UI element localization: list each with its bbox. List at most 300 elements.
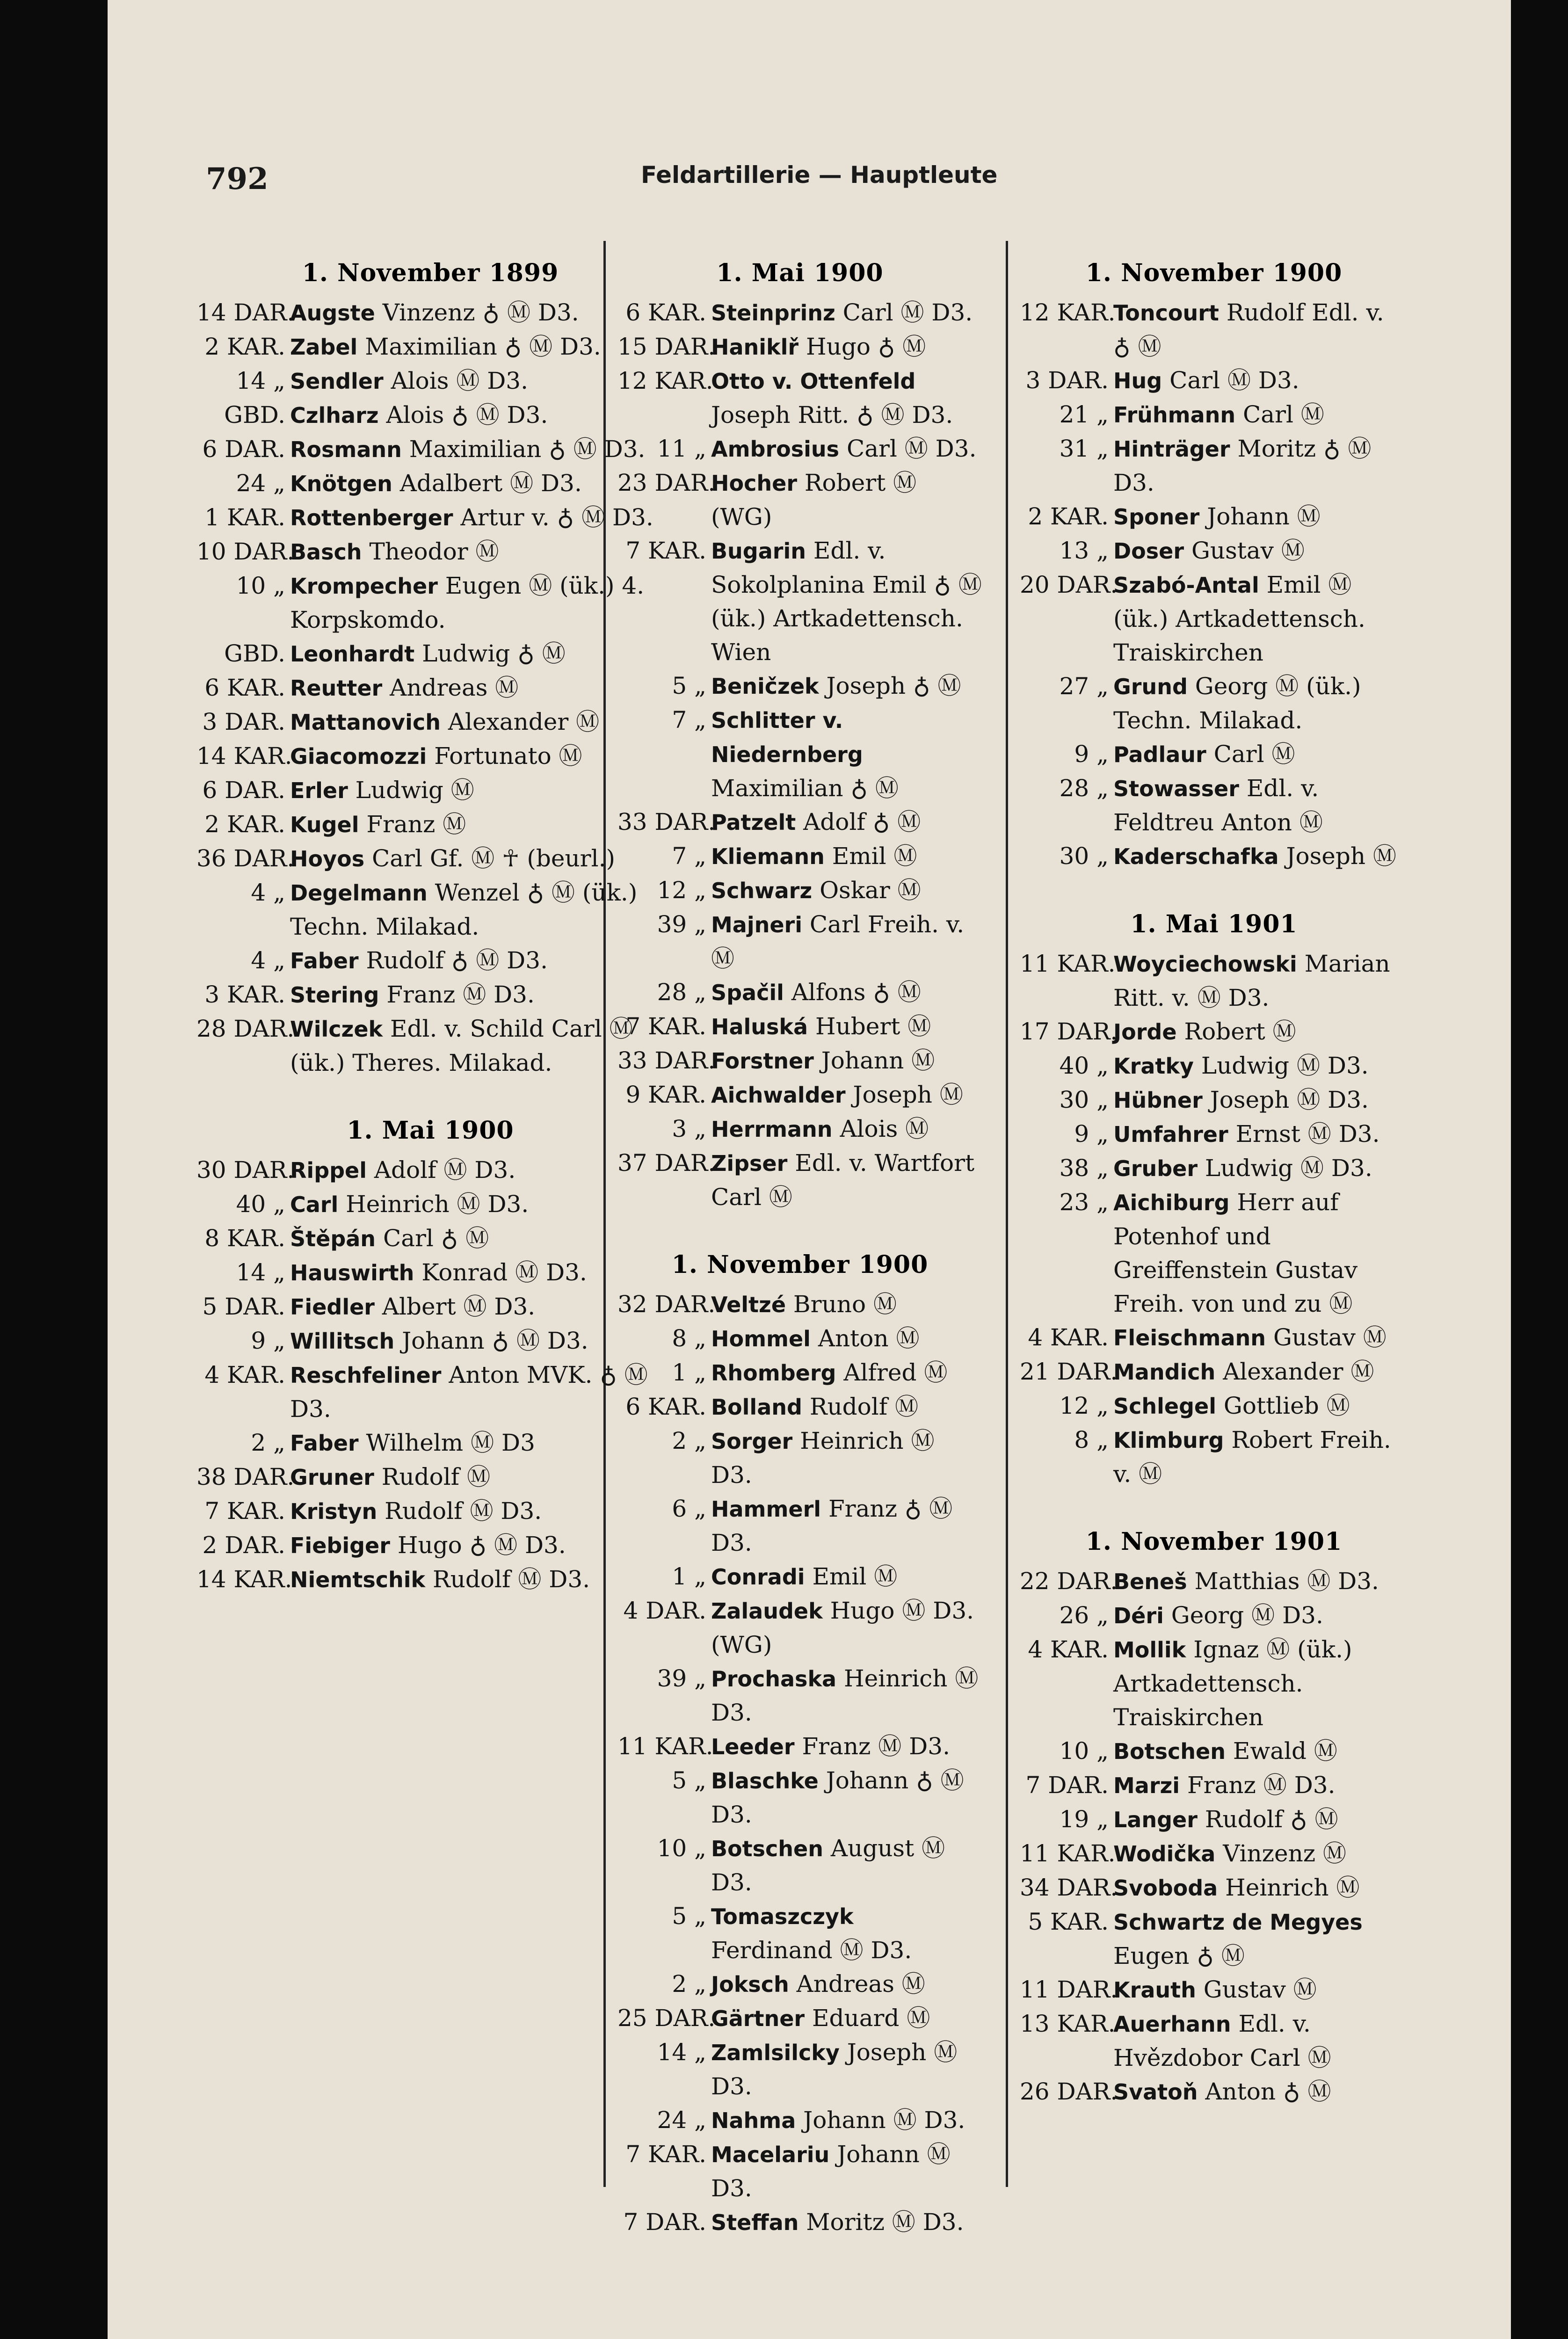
officer-name: Aichwalder — [711, 1082, 846, 1108]
officer-name: Faber — [290, 1431, 359, 1456]
officer-name: Patzelt — [711, 810, 796, 835]
unit-prefix: 37 DAR. — [617, 1149, 716, 1177]
unit-prefix: 8 „ — [1074, 1426, 1109, 1453]
list-item — [196, 1290, 664, 1324]
officer-name: Zalaudek — [711, 1598, 823, 1624]
officer-name: Ambrosius — [711, 436, 840, 462]
officer-name: Carl — [290, 1192, 339, 1217]
list-item — [196, 1562, 664, 1597]
officer-details: Ludwig Ⓜ D3. — [1205, 1155, 1372, 1182]
list-item — [617, 1492, 982, 1560]
officer-name: Faber — [290, 948, 359, 973]
unit-prefix: 1 „ — [672, 1563, 706, 1590]
officer-details: Alfons ♁ Ⓜ — [791, 979, 921, 1006]
officer-details: Carl Ⓜ D3. — [842, 299, 973, 326]
list-item — [196, 1012, 664, 1080]
officer-details: Rudolf Ⓜ — [381, 1463, 491, 1490]
unit-prefix: 12 KAR. — [1020, 299, 1116, 326]
unit-prefix: 3 „ — [672, 1115, 706, 1142]
officer-details: Johann ♁ Ⓜ D3. — [402, 1327, 588, 1354]
unit-prefix: GBD. — [224, 640, 285, 667]
officer-details: Emil Ⓜ (ük.) Artkadettensch. Traiskirchen — [1113, 571, 1365, 666]
list-item — [617, 908, 982, 975]
unit-prefix: 3 KAR. — [204, 981, 285, 1008]
list-item — [196, 466, 664, 501]
unit-prefix: 38 „ — [1059, 1155, 1109, 1182]
officer-details: Ewald Ⓜ — [1233, 1737, 1337, 1765]
officer-details: Rudolf Edl. v. ♁ Ⓜ — [1113, 299, 1384, 360]
list-item — [196, 432, 664, 466]
unit-prefix: 6 KAR. — [204, 674, 285, 701]
list-item — [1020, 363, 1408, 398]
unit-prefix: 34 DAR. — [1020, 1874, 1118, 1901]
officer-details: Heinrich Ⓜ D3. — [711, 1427, 935, 1489]
list-item — [617, 805, 982, 839]
unit-prefix: 9 „ — [251, 1327, 285, 1354]
officer-details: Carl Ⓜ D3. — [846, 435, 977, 462]
unit-prefix: 30 „ — [1059, 1086, 1109, 1113]
officer-name: Stering — [290, 982, 379, 1008]
officer-details: Johann Ⓜ D3. — [803, 2107, 965, 2134]
list-item — [617, 839, 982, 873]
unit-prefix: 17 DAR. — [1020, 1018, 1118, 1045]
running-head: Feldartillerie — Hauptleute — [641, 161, 998, 189]
list-item — [617, 669, 982, 703]
unit-prefix: 36 DAR. — [196, 845, 295, 872]
unit-prefix: 10 „ — [657, 1835, 706, 1862]
unit-prefix: 1 „ — [672, 1359, 706, 1386]
officer-details: Alois Ⓜ — [840, 1115, 929, 1142]
officer-details: Moritz ♁ Ⓜ D3. — [1113, 435, 1372, 496]
unit-prefix: 2 „ — [251, 1429, 285, 1456]
officer-name: Macelariu — [711, 2142, 830, 2167]
list-item — [196, 1153, 664, 1187]
list-item — [617, 432, 982, 466]
officer-details: Heinrich Ⓜ — [1225, 1874, 1360, 1901]
list-item — [617, 1424, 982, 1492]
officer-name: Gruner — [290, 1465, 374, 1490]
officer-name: Schwarz — [711, 878, 813, 903]
officer-name: Augste — [290, 300, 375, 326]
officer-details: Joseph Ⓜ D3. — [711, 2039, 958, 2100]
officer-name: Toncourt — [1113, 300, 1219, 326]
list-item — [617, 2103, 982, 2137]
officer-details: Ignaz Ⓜ (ük.) Artkadettensch. Traiskirchen — [1113, 1636, 1352, 1731]
unit-prefix: 11 KAR. — [1020, 950, 1116, 977]
unit-prefix: 12 „ — [657, 877, 706, 904]
officer-details: Anton Ⓜ — [818, 1325, 920, 1352]
list-item — [1020, 1185, 1408, 1321]
list-item — [196, 501, 664, 535]
officer-details: Alois Ⓜ D3. — [391, 367, 528, 394]
officer-details: Herr auf Potenhof und Greiffenstein Gustav Freih. von und zu Ⓜ — [1113, 1189, 1358, 1317]
list-item — [196, 671, 664, 705]
unit-prefix: 31 „ — [1059, 435, 1109, 462]
officer-details: Theodor Ⓜ — [369, 538, 499, 565]
list-item — [196, 364, 664, 398]
unit-prefix: 4 DAR. — [623, 1597, 706, 1624]
list-item — [196, 1460, 664, 1494]
unit-prefix: 4 KAR. — [1028, 1324, 1109, 1351]
list-item — [617, 1831, 982, 1899]
officer-name: Willitsch — [290, 1329, 395, 1354]
officer-name: Joksch — [711, 1972, 789, 1997]
officer-name: Hoyos — [290, 846, 365, 872]
list-item — [1020, 947, 1408, 1015]
unit-prefix: 19 „ — [1059, 1806, 1109, 1833]
officer-name: Prochaska — [711, 1666, 837, 1692]
officer-name: Zabel — [290, 334, 358, 360]
unit-prefix: 7 KAR. — [625, 1013, 706, 1040]
officer-name: Déri — [1113, 1603, 1164, 1628]
unit-prefix: 4 KAR. — [1028, 1636, 1109, 1663]
column-rule — [1006, 241, 1008, 2187]
officer-details: Wenzel ♁ Ⓜ (ük.) Techn. Milakad. — [290, 879, 638, 940]
unit-prefix: 5 „ — [672, 1767, 706, 1794]
section-heading: 1. November 1900 — [1085, 259, 1343, 287]
officer-details: Adolf Ⓜ D3. — [374, 1156, 516, 1184]
officer-name: Steffan — [711, 2210, 799, 2235]
officer-details: Carl Ⓜ — [1243, 401, 1324, 428]
list-item — [617, 330, 982, 364]
officer-details: Konrad Ⓜ D3. — [421, 1259, 587, 1286]
officer-name: Mandich — [1113, 1359, 1216, 1385]
officer-details: Moritz Ⓜ D3. — [806, 2208, 964, 2236]
officer-details: Emil Ⓜ — [812, 1563, 898, 1590]
unit-prefix: 2 KAR. — [204, 333, 285, 360]
list-item — [196, 1187, 664, 1221]
officer-details: Franz Ⓜ D3. — [386, 981, 535, 1008]
officer-name: Hübner — [1113, 1088, 1203, 1113]
officer-name: Herrmann — [711, 1117, 833, 1142]
list-item — [196, 1528, 664, 1562]
list-item — [617, 364, 982, 432]
officer-details: Artur v. ♁ Ⓜ D3. — [460, 504, 653, 531]
list-item — [617, 2137, 982, 2205]
list-item — [1020, 1802, 1408, 1837]
officer-details: Ludwig Ⓜ D3. — [1201, 1052, 1369, 1079]
unit-prefix: 2 „ — [672, 1427, 706, 1454]
officer-details: Franz Ⓜ — [366, 811, 466, 838]
officer-details: Georg Ⓜ (ük.) Techn. Milakad. — [1113, 673, 1361, 734]
list-item — [617, 873, 982, 908]
list-item — [1020, 1015, 1408, 1049]
officer-details: Carl Gf. Ⓜ ☥ (beurl.) — [371, 845, 615, 872]
officer-details: Albert Ⓜ D3. — [382, 1293, 536, 1320]
unit-prefix: 4 „ — [251, 879, 285, 906]
unit-prefix: 30 DAR. — [196, 1156, 295, 1184]
unit-prefix: 24 „ — [657, 2107, 706, 2134]
list-item — [196, 1221, 664, 1256]
list-item — [196, 330, 664, 364]
officer-details: Bruno Ⓜ — [793, 1291, 897, 1318]
unit-prefix: 12 „ — [1059, 1392, 1109, 1419]
list-item — [617, 1146, 982, 1214]
officer-name: Reschfeliner — [290, 1363, 442, 1388]
officer-name: Veltzé — [711, 1292, 786, 1317]
list-item — [617, 1112, 982, 1146]
list-item — [1020, 1355, 1408, 1389]
officer-name: Umfahrer — [1113, 1122, 1228, 1147]
unit-prefix: 21 DAR. — [1020, 1358, 1118, 1385]
officer-details: Wilhelm Ⓜ D3 — [366, 1429, 535, 1456]
unit-prefix: 28 „ — [657, 979, 706, 1006]
officer-details: Carl Ⓜ D3. — [1169, 367, 1299, 394]
officer-details: Edl. v. Sokolplanina Emil ♁ Ⓜ (ük.) Artkadettensch. Wien — [711, 537, 982, 666]
officer-name: Knötgen — [290, 471, 392, 496]
officer-name: Mattanovich — [290, 710, 441, 735]
unit-prefix: 3 DAR. — [1025, 367, 1109, 394]
unit-prefix: 11 DAR. — [1020, 1976, 1118, 2003]
unit-prefix: 9 KAR. — [625, 1081, 706, 1108]
list-item — [1020, 1768, 1408, 1802]
list-item — [617, 1899, 982, 1967]
unit-prefix: 11 KAR. — [617, 1733, 713, 1760]
unit-prefix: 8 „ — [672, 1325, 706, 1352]
officer-details: Franz Ⓜ D3. — [1187, 1772, 1336, 1799]
officer-name: Zamlsilcky — [711, 2040, 840, 2065]
officer-details: Edl. v. Hvězdobor Carl Ⓜ — [1113, 2010, 1331, 2071]
unit-prefix: 10 „ — [236, 572, 285, 599]
officer-details: Ernst Ⓜ D3. — [1235, 1120, 1380, 1148]
list-item — [617, 296, 982, 330]
officer-details: Carl ♁ Ⓜ — [383, 1225, 489, 1252]
officer-name: Kaderschafka — [1113, 844, 1279, 869]
section-heading: 1. November 1900 — [671, 1250, 929, 1279]
officer-details: Joseph Ⓜ D3. — [1210, 1086, 1369, 1113]
officer-name: Reutter — [290, 676, 383, 701]
list-item — [196, 944, 664, 978]
officer-name: Svoboda — [1113, 1875, 1218, 1901]
list-item — [1020, 1083, 1408, 1117]
officer-details: Johann ♁ Ⓜ D3. — [711, 1767, 964, 1828]
unit-prefix: 10 „ — [1059, 1737, 1109, 1765]
officer-name: Kugel — [290, 812, 359, 837]
officer-details: Johann Ⓜ D3. — [711, 2141, 951, 2202]
list-item — [1020, 1049, 1408, 1083]
list-item — [1020, 1973, 1408, 2007]
officer-name: Sponer — [1113, 504, 1200, 530]
officer-details: Heinrich Ⓜ D3. — [346, 1191, 529, 1218]
officer-name: Forstner — [711, 1048, 814, 1074]
list-item — [617, 1287, 982, 1322]
unit-prefix: 9 „ — [1074, 741, 1109, 768]
section-heading: 1. Mai 1901 — [1130, 910, 1298, 938]
unit-prefix: 6 „ — [672, 1495, 706, 1522]
officer-name: Gruber — [1113, 1156, 1198, 1181]
list-item — [1020, 2075, 1408, 2109]
unit-prefix: 14 „ — [657, 2039, 706, 2066]
officer-name: Kliemann — [711, 844, 825, 869]
list-item — [617, 1764, 982, 1831]
officer-name: Krompecher — [290, 574, 438, 599]
officer-name: Erler — [290, 778, 348, 803]
officer-details: Anton ♁ Ⓜ — [1205, 2078, 1331, 2105]
officer-details: Rudolf Ⓜ D3. — [433, 1566, 590, 1593]
list-item — [617, 534, 982, 669]
officer-details: Maximilian ♁ Ⓜ — [711, 775, 899, 802]
list-item — [1020, 1734, 1408, 1768]
list-item — [1020, 1598, 1408, 1633]
officer-name: Kratky — [1113, 1053, 1194, 1079]
officer-name: Otto v. Ottenfeld — [711, 369, 916, 394]
unit-prefix: 39 „ — [657, 911, 706, 938]
list-item — [196, 296, 664, 330]
unit-prefix: 20 DAR. — [1020, 571, 1118, 598]
list-item — [196, 978, 664, 1012]
officer-name: Giacomozzi — [290, 744, 427, 769]
unit-prefix: 27 „ — [1059, 673, 1109, 700]
officer-details: Oskar Ⓜ — [820, 877, 921, 904]
column-2 — [617, 246, 982, 2239]
officer-details: Maximilian ♁ Ⓜ D3. — [409, 436, 646, 463]
unit-prefix: 28 DAR. — [196, 1015, 295, 1042]
officer-name: Stowasser — [1113, 776, 1239, 801]
officer-details: Robert Ⓜ — [1184, 1018, 1296, 1045]
unit-prefix: 7 „ — [672, 706, 706, 734]
unit-prefix: 7 „ — [672, 843, 706, 870]
officer-details: Joseph ♁ Ⓜ — [826, 672, 961, 699]
list-item — [617, 1078, 982, 1112]
list-item — [1020, 534, 1408, 568]
unit-prefix: 33 DAR. — [617, 808, 716, 835]
unit-prefix: 5 „ — [672, 672, 706, 699]
officer-name: Jorde — [1113, 1019, 1177, 1045]
unit-prefix: 6 KAR. — [625, 299, 706, 326]
officer-name: Niemtschik — [290, 1567, 426, 1592]
officer-name: Rhomberg — [711, 1360, 836, 1386]
list-item — [196, 807, 664, 842]
officer-name: Beneš — [1113, 1569, 1187, 1594]
officer-details: Andreas Ⓜ — [390, 674, 519, 701]
unit-prefix: 2 „ — [672, 1970, 706, 1998]
officer-details: Edl. v. Feldtreu Anton Ⓜ — [1113, 775, 1323, 836]
officer-details: Adolf ♁ Ⓜ — [803, 808, 921, 835]
officer-name: Rosmann — [290, 437, 402, 462]
column-1 — [196, 246, 664, 1597]
list-item — [1020, 1564, 1408, 1598]
officer-name: Fiebiger — [290, 1533, 390, 1558]
unit-prefix: 30 „ — [1059, 843, 1109, 870]
officer-name: Krauth — [1113, 1977, 1196, 2003]
officer-name: Conradi — [711, 1564, 805, 1590]
unit-prefix: 1 KAR. — [204, 504, 285, 531]
officer-details: Marian Ritt. v. Ⓜ D3. — [1113, 950, 1390, 1011]
unit-prefix: 2 KAR. — [204, 811, 285, 838]
unit-prefix: 7 DAR. — [1025, 1772, 1109, 1799]
officer-details: Hugo ♁ Ⓜ — [806, 333, 926, 360]
officer-name: Blaschke — [711, 1768, 819, 1794]
officer-name: Fleischmann — [1113, 1325, 1266, 1351]
officer-details: August Ⓜ D3. — [711, 1835, 945, 1896]
officer-name: Steinprinz — [711, 300, 835, 326]
list-item — [1020, 1837, 1408, 1871]
list-item — [1020, 1117, 1408, 1151]
officer-name: Hinträger — [1113, 436, 1230, 462]
officer-details: Matthias Ⓜ D3. — [1194, 1568, 1379, 1595]
list-item — [1020, 669, 1408, 737]
unit-prefix: 2 DAR. — [202, 1532, 285, 1559]
officer-name: Beničzek — [711, 674, 819, 699]
list-item — [617, 1390, 982, 1424]
officer-details: Emil Ⓜ — [832, 843, 917, 870]
unit-prefix: 39 „ — [657, 1665, 706, 1692]
officer-details: Joseph Ⓜ — [1286, 843, 1396, 870]
unit-prefix: 40 „ — [1059, 1052, 1109, 1079]
officer-details: Georg Ⓜ D3. — [1171, 1602, 1323, 1629]
officer-name: Schlegel — [1113, 1394, 1217, 1419]
document-page — [108, 0, 1511, 2339]
list-item — [196, 1494, 664, 1528]
officer-name: Auerhann — [1113, 2012, 1231, 2037]
officer-details: Hugo ♁ Ⓜ D3. — [397, 1532, 566, 1559]
officer-name: Leonhardt — [290, 641, 415, 667]
officer-name: Zipser — [711, 1151, 788, 1176]
officer-name: Woyciechowski — [1113, 952, 1297, 977]
list-item — [617, 1356, 982, 1390]
list-item — [196, 637, 664, 671]
list-item — [196, 842, 664, 876]
officer-name: Haluská — [711, 1014, 808, 1039]
unit-prefix: 33 DAR. — [617, 1047, 716, 1074]
officer-name: Padlaur — [1113, 742, 1206, 767]
officer-name: Frühmann — [1113, 402, 1236, 428]
officer-details: Eugen Ⓜ (ük.) 4. Korpskomdo. — [290, 572, 645, 633]
unit-prefix: 38 DAR. — [196, 1463, 295, 1490]
section-heading: 1. Mai 1900 — [716, 259, 884, 287]
unit-prefix: 32 DAR. — [617, 1291, 716, 1318]
unit-prefix: 13 KAR. — [1020, 2010, 1116, 2037]
unit-prefix: 26 „ — [1059, 1602, 1109, 1629]
officer-name: Štěpán — [290, 1226, 376, 1251]
unit-prefix: 22 DAR. — [1020, 1568, 1118, 1595]
unit-prefix: 7 DAR. — [623, 2208, 706, 2236]
list-item — [1020, 1633, 1408, 1734]
list-item — [617, 1010, 982, 1044]
unit-prefix: 6 DAR. — [202, 436, 285, 463]
officer-name: Rottenberger — [290, 505, 453, 530]
unit-prefix: 3 DAR. — [202, 708, 285, 735]
unit-prefix: 26 DAR. — [1020, 2078, 1118, 2105]
list-item — [196, 773, 664, 807]
officer-details: Alexander Ⓜ — [448, 708, 600, 735]
officer-name: Sendler — [290, 369, 384, 394]
list-item — [196, 739, 664, 773]
list-item — [1020, 1321, 1408, 1355]
list-item — [1020, 1151, 1408, 1185]
list-item — [1020, 737, 1408, 771]
officer-name: Hocher — [711, 471, 797, 496]
officer-name: Klimburg — [1113, 1428, 1224, 1453]
officer-details: Anton MVK. ♁ Ⓜ D3. — [290, 1361, 648, 1423]
column-3 — [1020, 246, 1408, 2109]
list-item — [1020, 568, 1408, 669]
unit-prefix: 6 KAR. — [625, 1393, 706, 1420]
officer-name: Botschen — [1113, 1739, 1226, 1764]
section-heading: 1. November 1899 — [302, 259, 559, 287]
list-item — [1020, 1389, 1408, 1423]
list-item — [1020, 432, 1408, 500]
unit-prefix: 5 DAR. — [202, 1293, 285, 1320]
officer-details: Rudolf ♁ Ⓜ — [1205, 1806, 1338, 1833]
officer-name: Botschen — [711, 1836, 823, 1861]
unit-prefix: 11 „ — [657, 435, 706, 462]
unit-prefix: 7 KAR. — [625, 2141, 706, 2168]
officer-name: Hauswirth — [290, 1260, 414, 1286]
officer-name: Fiedler — [290, 1294, 375, 1320]
officer-details: Franz Ⓜ D3. — [802, 1733, 950, 1760]
officer-name: Svatoň — [1113, 2079, 1198, 2105]
